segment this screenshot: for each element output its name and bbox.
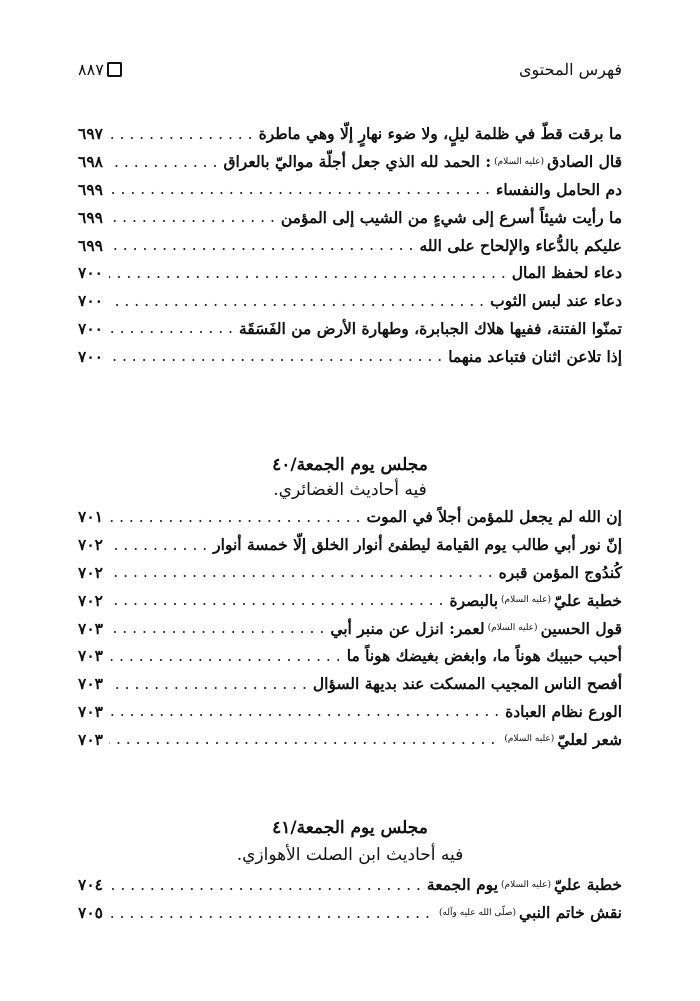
toc-entry[interactable] (78, 725, 622, 753)
entry-title: إن الله لم يجعل للمؤمن أجلاً في الموت (366, 507, 622, 527)
entry-page: ٧٠٤ (78, 875, 103, 895)
entry-honorific: (عليه السلام) (501, 879, 552, 890)
toc-entry[interactable] (78, 259, 622, 287)
entry-page: ٧٠٥ (78, 903, 103, 923)
entry-title: دم الحامل والنفساء (496, 179, 622, 199)
dot-leader (109, 264, 506, 282)
entry-title: إذا تلاعن اثنان فتباعد منهما (448, 346, 622, 366)
header-title: فهرس المحتوى (519, 60, 622, 79)
section-title: مجلس يوم الجمعة/٤٠ (272, 455, 428, 475)
entry-page: ٧٠٠ (78, 346, 103, 366)
toc-entry[interactable] (78, 148, 622, 176)
entry-title: قول الحسين (540, 618, 622, 638)
dot-leader (109, 702, 499, 720)
toc-entry[interactable] (78, 120, 622, 148)
entry-page: ٧٠٣ (78, 701, 103, 721)
entry-title: كُندُوج المؤمن قبره (498, 562, 622, 582)
dot-leader (109, 208, 275, 226)
entry-page: ٦٩٧ (78, 124, 103, 144)
toc-entry[interactable] (78, 176, 622, 204)
toc-entry[interactable] (78, 586, 622, 614)
section-subtitle: فيه أحاديث الغضائري. (273, 480, 427, 500)
dot-leader (109, 563, 493, 581)
entry-title: أحبب حبيبك هوناً ما، وابغض بغيضك هوناً ما (346, 646, 622, 666)
toc-entry[interactable] (78, 231, 622, 259)
dot-leader (109, 319, 233, 337)
entry-page: ٧٠٢ (78, 562, 103, 582)
toc-entry[interactable] (78, 614, 622, 642)
entry-title: الورع نظام العبادة (505, 701, 622, 721)
entry-title: أفصح الناس المجيب المسكت عند بديهة السؤال (312, 674, 622, 694)
entry-honorific: (عليه السلام) (487, 623, 538, 634)
toc-entry[interactable] (78, 203, 622, 231)
toc-entry[interactable] (78, 559, 622, 587)
entry-title: شعر لعليّ (557, 729, 622, 749)
entry-honorific: (صلّى الله عليه وآله) (438, 907, 517, 918)
entry-page: ٧٠٠ (78, 263, 103, 283)
entry-page: ٦٩٩ (78, 235, 103, 255)
entry-title-cont: يوم الجمعة (426, 875, 499, 895)
toc-entry[interactable] (78, 698, 622, 726)
section-title: مجلس يوم الجمعة/٤١ (272, 818, 428, 838)
entry-page: ٧٠٣ (78, 674, 103, 694)
dot-leader (109, 180, 490, 198)
toc-entry[interactable] (78, 531, 622, 559)
toc-entry[interactable] (78, 342, 622, 370)
toc-entry[interactable] (78, 642, 622, 670)
toc-entry[interactable] (78, 899, 622, 927)
entry-page: ٧٠٣ (78, 646, 103, 666)
entry-title: ما برقت قطّ في ظلمة ليلٍ، ولا ضوء نهارٍ إلّا وهي ماطرة (258, 124, 622, 144)
entry-page: ٧٠٠ (78, 291, 103, 311)
section-subtitle: فيه أحاديث ابن الصلت الأهوازي. (236, 845, 464, 865)
dot-leader (109, 730, 495, 748)
toc-list (78, 503, 622, 753)
dot-leader (109, 292, 484, 310)
entry-page: ٧٠١ (78, 507, 103, 527)
square-ornament-icon (107, 62, 122, 77)
running-header (78, 60, 622, 86)
entry-page: ٧٠٢ (78, 535, 103, 555)
dot-leader (109, 619, 324, 637)
dot-leader (109, 904, 430, 922)
dot-leader (109, 153, 217, 171)
toc-entry[interactable] (78, 670, 622, 698)
entry-title: تمنّوا الفتنة، ففيها هلاك الجبابرة، وطهارة الأرض من الفَسَقَة (238, 318, 622, 338)
toc-list (78, 120, 622, 370)
entry-title: نقش خاتم النبي (519, 903, 622, 923)
dot-leader (109, 347, 442, 365)
entry-page: ٧٠٣ (78, 618, 103, 638)
toc-entry[interactable] (78, 287, 622, 315)
entry-title: عليكم بالدُّعاء والإلحاح على الله (419, 235, 622, 255)
dot-leader (109, 647, 341, 665)
entry-title: خطبة عليّ (554, 590, 622, 610)
entry-title: ما رأيت شيئاً أسرع إلى شيءٍ من الشيب إلى المؤمن (280, 207, 622, 227)
toc-entry[interactable] (78, 315, 622, 343)
toc-entry[interactable] (78, 503, 622, 531)
dot-leader (109, 508, 361, 526)
entry-title-cont: : الحمد لله الذي جعل أجلّة مواليّ بالعراق (223, 152, 492, 172)
entry-honorific: (عليه السلام) (504, 734, 555, 745)
entry-title: دعاء عند لبس الثوب (490, 291, 622, 311)
dot-leader (109, 536, 207, 554)
dot-leader (109, 675, 307, 693)
header-page (78, 60, 122, 79)
dot-leader (109, 591, 443, 609)
entry-title: إنّ نور أبي طالب يوم القيامة ليطفئ أنوار الخلق إلّا خمسة أنوار (213, 535, 622, 555)
toc-list (78, 871, 622, 927)
page-number: ٨٨٧ (78, 60, 104, 79)
entry-title-cont: لعمر: انزل عن منبر أبي (330, 618, 485, 638)
entry-title: خطبة عليّ (554, 875, 622, 895)
entry-page: ٧٠٣ (78, 729, 103, 749)
entry-page: ٦٩٩ (78, 207, 103, 227)
entry-page: ٧٠٢ (78, 590, 103, 610)
entry-page: ٧٠٠ (78, 318, 103, 338)
dot-leader (109, 125, 253, 143)
entry-title-cont: بالبصرة (449, 590, 499, 610)
dot-leader (109, 876, 421, 894)
entry-honorific: (عليه السلام) (494, 156, 545, 167)
dot-leader (109, 236, 413, 254)
entry-title: دعاء لحفظ المال (511, 263, 622, 283)
toc-entry[interactable] (78, 871, 622, 899)
entry-page: ٦٩٨ (78, 152, 103, 172)
entry-honorific: (عليه السلام) (501, 595, 552, 606)
entry-title: قال الصادق (547, 152, 622, 172)
entry-page: ٦٩٩ (78, 179, 103, 199)
